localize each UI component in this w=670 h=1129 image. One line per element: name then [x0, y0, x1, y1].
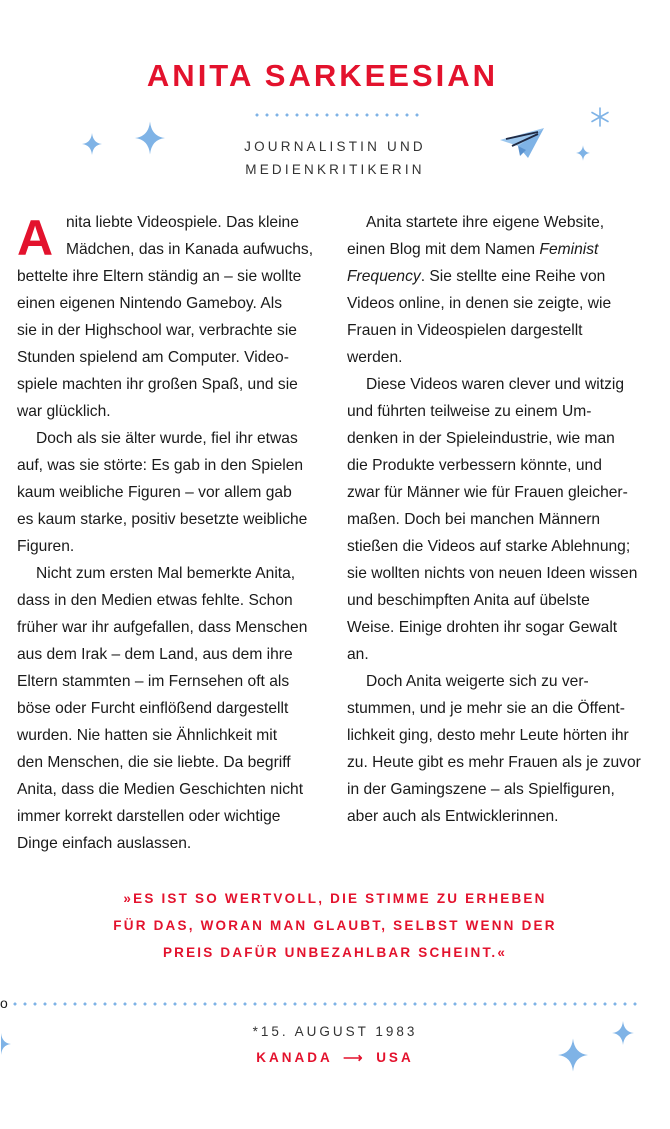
text-line: Anita startete ihre eigene Website,: [366, 214, 605, 231]
birth-date: *15. AUGUST 1983: [252, 1024, 418, 1039]
text-line: stummen, und je mehr sie an die Öffent-: [347, 700, 625, 717]
page-title: ANITA SARKEESIAN: [146, 58, 499, 93]
text-column-right: [347, 209, 667, 830]
text-line: spiele machten ihr großen Spaß, und sie: [17, 376, 298, 393]
text-line: bettelte ihre Eltern ständig an – sie wollte: [17, 268, 302, 285]
blog-title-italic: Feminist: [539, 241, 599, 258]
text-line: Anita, dass die Medien Geschichten nicht: [17, 781, 304, 798]
text-line: früher war ihr aufgefallen, dass Menschen: [17, 619, 308, 636]
text-line: werden.: [347, 349, 403, 366]
sparkle-icon: [82, 133, 102, 155]
drop-cap: A: [17, 210, 54, 266]
text-line: nita liebte Videospiele. Das kleine: [66, 214, 299, 231]
blog-title-italic: Frequency: [347, 268, 421, 285]
text-line: sie wollten nichts von neuen Ideen wissen: [347, 565, 638, 582]
text-line: immer korrekt darstellen oder wichtige: [17, 808, 281, 825]
paper-plane-icon: [498, 126, 546, 160]
text-line: [347, 236, 667, 263]
edge-fragment: o: [0, 995, 8, 1011]
text-line: [347, 263, 667, 290]
text-line: Nicht zum ersten Mal bemerkte Anita,: [36, 565, 296, 582]
text-line: denken in der Spieleindustrie, wie man: [347, 430, 615, 447]
text-line: zu. Heute gibt es mehr Frauen als je zuvor: [347, 754, 641, 771]
text-span: . Sie stellte eine Reihe von: [420, 268, 606, 285]
text-line: maßen. Doch bei manchen Männern: [347, 511, 601, 528]
snowflake-icon: [590, 107, 610, 127]
text-line: böse oder Furcht einflößend dargestellt: [17, 700, 289, 717]
text-line: Videos online, in denen sie zeigte, wie: [347, 295, 612, 312]
text-line: Figuren.: [17, 538, 75, 555]
dotted-divider-bottom: [10, 1002, 640, 1006]
arrow-right-icon: ⟶: [343, 1050, 366, 1065]
text-line: Doch Anita weigerte sich zu ver-: [366, 673, 589, 690]
text-line: Eltern stammten – im Fernsehen oft als: [17, 673, 290, 690]
quote-line-1: »ES IST SO WERTVOLL, DIE STIMME ZU ERHEBEN: [123, 891, 547, 906]
sparkle-icon: [135, 121, 165, 155]
text-line: Weise. Einige drohten ihr sogar Gewalt: [347, 619, 618, 636]
text-line: kaum weibliche Figuren – vor allem gab: [17, 484, 292, 501]
text-line: sie in der Highschool war, verbrachte sie: [17, 322, 297, 339]
text-line: es kaum starke, positiv besetzte weibliche: [17, 511, 308, 528]
text-line: Diese Videos waren clever und witzig: [366, 376, 625, 393]
quote-line-2: FÜR DAS, WORAN MAN GLAUBT, SELBST WENN DER: [113, 918, 557, 933]
text-line: stießen die Videos auf starke Ablehnung;: [347, 538, 631, 555]
sparkle-icon: [558, 1038, 588, 1072]
text-line: aus dem Irak – dem Land, aus dem ihre: [17, 646, 293, 663]
text-line: einen eigenen Nintendo Gameboy. Als: [17, 295, 282, 312]
text-line: Frauen in Videospielen dargestellt: [347, 322, 583, 339]
sparkle-icon: [0, 1033, 12, 1055]
pull-quote: [0, 885, 670, 966]
text-line: an.: [347, 646, 369, 663]
text-line: in der Gamingszene – als Spielfiguren,: [347, 781, 615, 798]
dotted-divider-top: [252, 113, 420, 117]
text-line: Doch als sie älter wurde, fiel ihr etwas: [36, 430, 298, 447]
text-column-left: [17, 209, 337, 857]
quote-line-3: PREIS DAFÜR UNBEZAHLBAR SCHEINT.«: [162, 945, 508, 960]
text-line: und beschimpften Anita auf übelste: [347, 592, 590, 609]
text-line: Dinge einfach auslassen.: [17, 835, 192, 852]
text-line: wurden. Nie hatten sie Ähnlichkeit mit: [17, 727, 278, 744]
text-line: und führten teilweise zu einem Um-: [347, 403, 592, 420]
text-line: lichkeit ging, desto mehr Leute hörten ihr: [347, 727, 629, 744]
text-line: zwar für Männer wie für Frauen gleicher-: [347, 484, 628, 501]
text-line: die Produkte verbessern könnte, und: [347, 457, 602, 474]
sparkle-icon: [576, 145, 590, 161]
subtitle-line-2: MEDIENKRITIKERIN: [245, 162, 425, 177]
text-line: war glücklich.: [17, 403, 111, 420]
text-line: auf, was sie störte: Es gab in den Spielen: [17, 457, 304, 474]
origin-country: KANADA: [256, 1050, 333, 1065]
text-line: dass in den Medien etwas fehlte. Schon: [17, 592, 293, 609]
sparkle-icon: [612, 1021, 634, 1045]
text-span: einen Blog mit dem Namen: [347, 241, 540, 258]
text-line: Stunden spielend am Computer. Video-: [17, 349, 289, 366]
text-line: aber auch als Entwicklerinnen.: [347, 808, 559, 825]
text-line: Mädchen, das in Kanada aufwuchs,: [66, 241, 314, 258]
destination-country: USA: [376, 1050, 414, 1065]
subtitle-line-1: JOURNALISTIN UND: [244, 139, 426, 154]
text-line: den Menschen, die sie liebte. Da begriff: [17, 754, 291, 771]
